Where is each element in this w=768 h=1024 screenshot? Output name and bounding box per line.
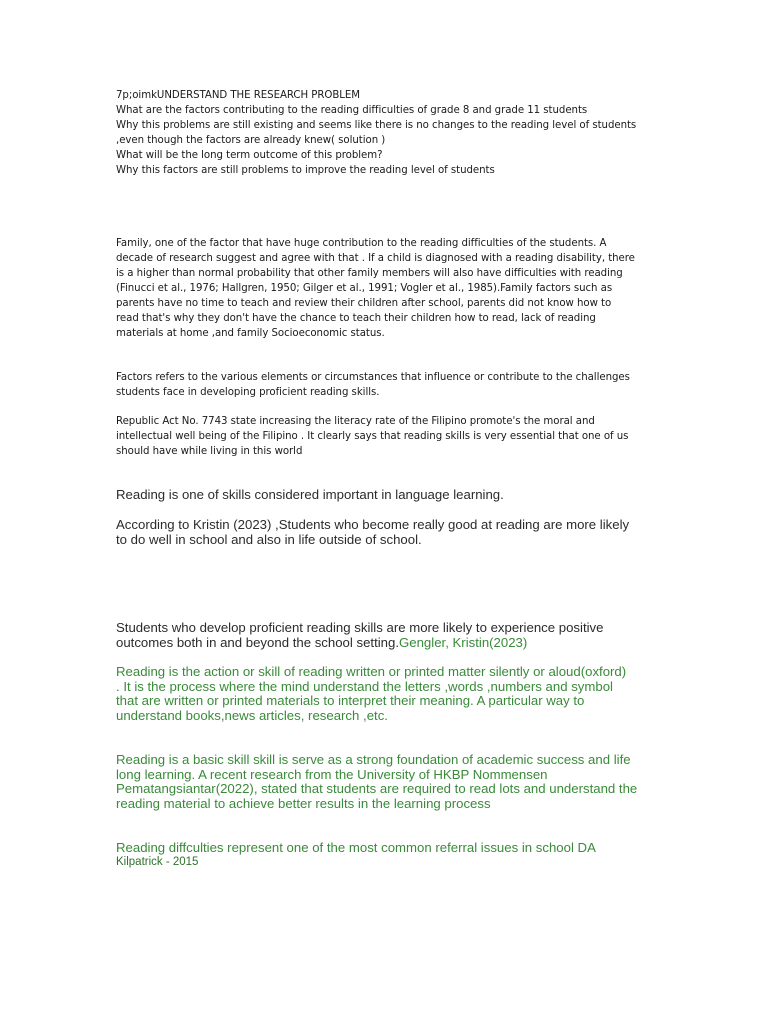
family-paragraph	[116, 236, 656, 341]
research-question-4: Why this factors are still problems to improve the reading level of students	[116, 165, 495, 176]
hkbp-line: long learning. A recent research from the University of HKBP Nommensen	[116, 766, 548, 782]
proficient-citation: Gengler, Kristin(2023)	[399, 634, 528, 650]
kristin-line: to do well in school and also in life outside of school.	[116, 531, 422, 547]
oxford-paragraph	[116, 665, 656, 723]
family-line: materials at home ,and family Socioeconomic status.	[116, 328, 385, 339]
kristin-paragraph	[116, 518, 656, 547]
republic-act-paragraph	[116, 414, 656, 459]
family-line: Family, one of the factor that have huge contribution to the reading difficulties of the students. A	[116, 238, 607, 249]
republic-act-line: should have while living in this world	[116, 446, 303, 457]
hkbp-line: Reading is a basic skill skill is serve as a strong foundation of academic success and life	[116, 752, 631, 767]
factors-line: Factors refers to the various elements or circumstances that influence or contribute to the challenges	[116, 372, 630, 383]
oxford-line: Reading is the action or skill of reading written or printed matter silently or aloud(oxford)	[116, 664, 627, 679]
research-problem-section	[116, 88, 656, 178]
factors-paragraph	[116, 370, 656, 400]
research-question-2-cont: ,even though the factors are already knew( solution )	[116, 135, 386, 146]
republic-act-line: Republic Act No. 7743 state increasing the literacy rate of the Filipino promote's the moral and	[116, 416, 595, 427]
proficient-paragraph	[116, 621, 656, 650]
difficulties-line: Reading diffculties represent one of the most common referral issues in school DA	[116, 840, 596, 855]
factors-line: students face in developing proficient reading skills.	[116, 387, 380, 398]
kristin-line: According to Kristin (2023) ,Students who become really good at reading are more likely	[116, 517, 630, 532]
oxford-line: understand books,news articles, research ,etc.	[116, 707, 388, 723]
reading-skills-sentence	[116, 488, 656, 503]
research-question-2: Why this problems are still existing and seems like there is no changes to the reading level of students	[116, 120, 637, 131]
hkbp-line: Pematangsiantar(2022), stated that students are required to read lots and understand the	[116, 781, 638, 797]
reading-skills-line: Reading is one of skills considered important in language learning.	[116, 487, 504, 502]
research-question-3: What will be the long term outcome of this problem?	[116, 150, 383, 161]
oxford-line: . It is the process where the mind understand the letters ,words ,numbers and symbol	[116, 678, 613, 694]
hkbp-line: reading material to achieve better results in the learning process	[116, 795, 491, 811]
proficient-line-text: outcomes both in and beyond the school setting.	[116, 634, 399, 650]
family-line: decade of research suggest and agree with that . If a child is diagnosed with a reading disability, there	[116, 253, 635, 264]
family-line: read that's why they don't have the chance to teach their children how to read, lack of reading	[116, 313, 596, 324]
republic-act-line: intellectual well being of the Filipino . It clearly says that reading skills is very essential that one of us	[116, 431, 629, 442]
proficient-line: Students who develop proficient reading skills are more likely to experience positive	[116, 620, 604, 635]
family-line: (Finucci et al., 1976; Hallgren, 1950; Gilger et al., 1991; Vogler et al., 1985).Family factors such as	[116, 283, 613, 294]
proficient-line-with-citation	[116, 636, 656, 651]
hkbp-paragraph	[116, 753, 656, 811]
difficulties-paragraph	[116, 841, 656, 869]
family-line: parents have no time to teach and review their children after school, parents did not know how to	[116, 298, 612, 309]
family-line: is a higher than normal probability that other family members will also have difficulties with reading	[116, 268, 623, 279]
oxford-line: that are written or printed materials to interpret their meaning. A particular way to	[116, 693, 585, 709]
difficulties-citation: Kilpatrick - 2015	[116, 855, 199, 868]
research-question-1: What are the factors contributing to the reading difficulties of grade 8 and grade 11 students	[116, 105, 588, 116]
research-problem-heading: 7p;oimkUNDERSTAND THE RESEARCH PROBLEM	[116, 90, 361, 101]
